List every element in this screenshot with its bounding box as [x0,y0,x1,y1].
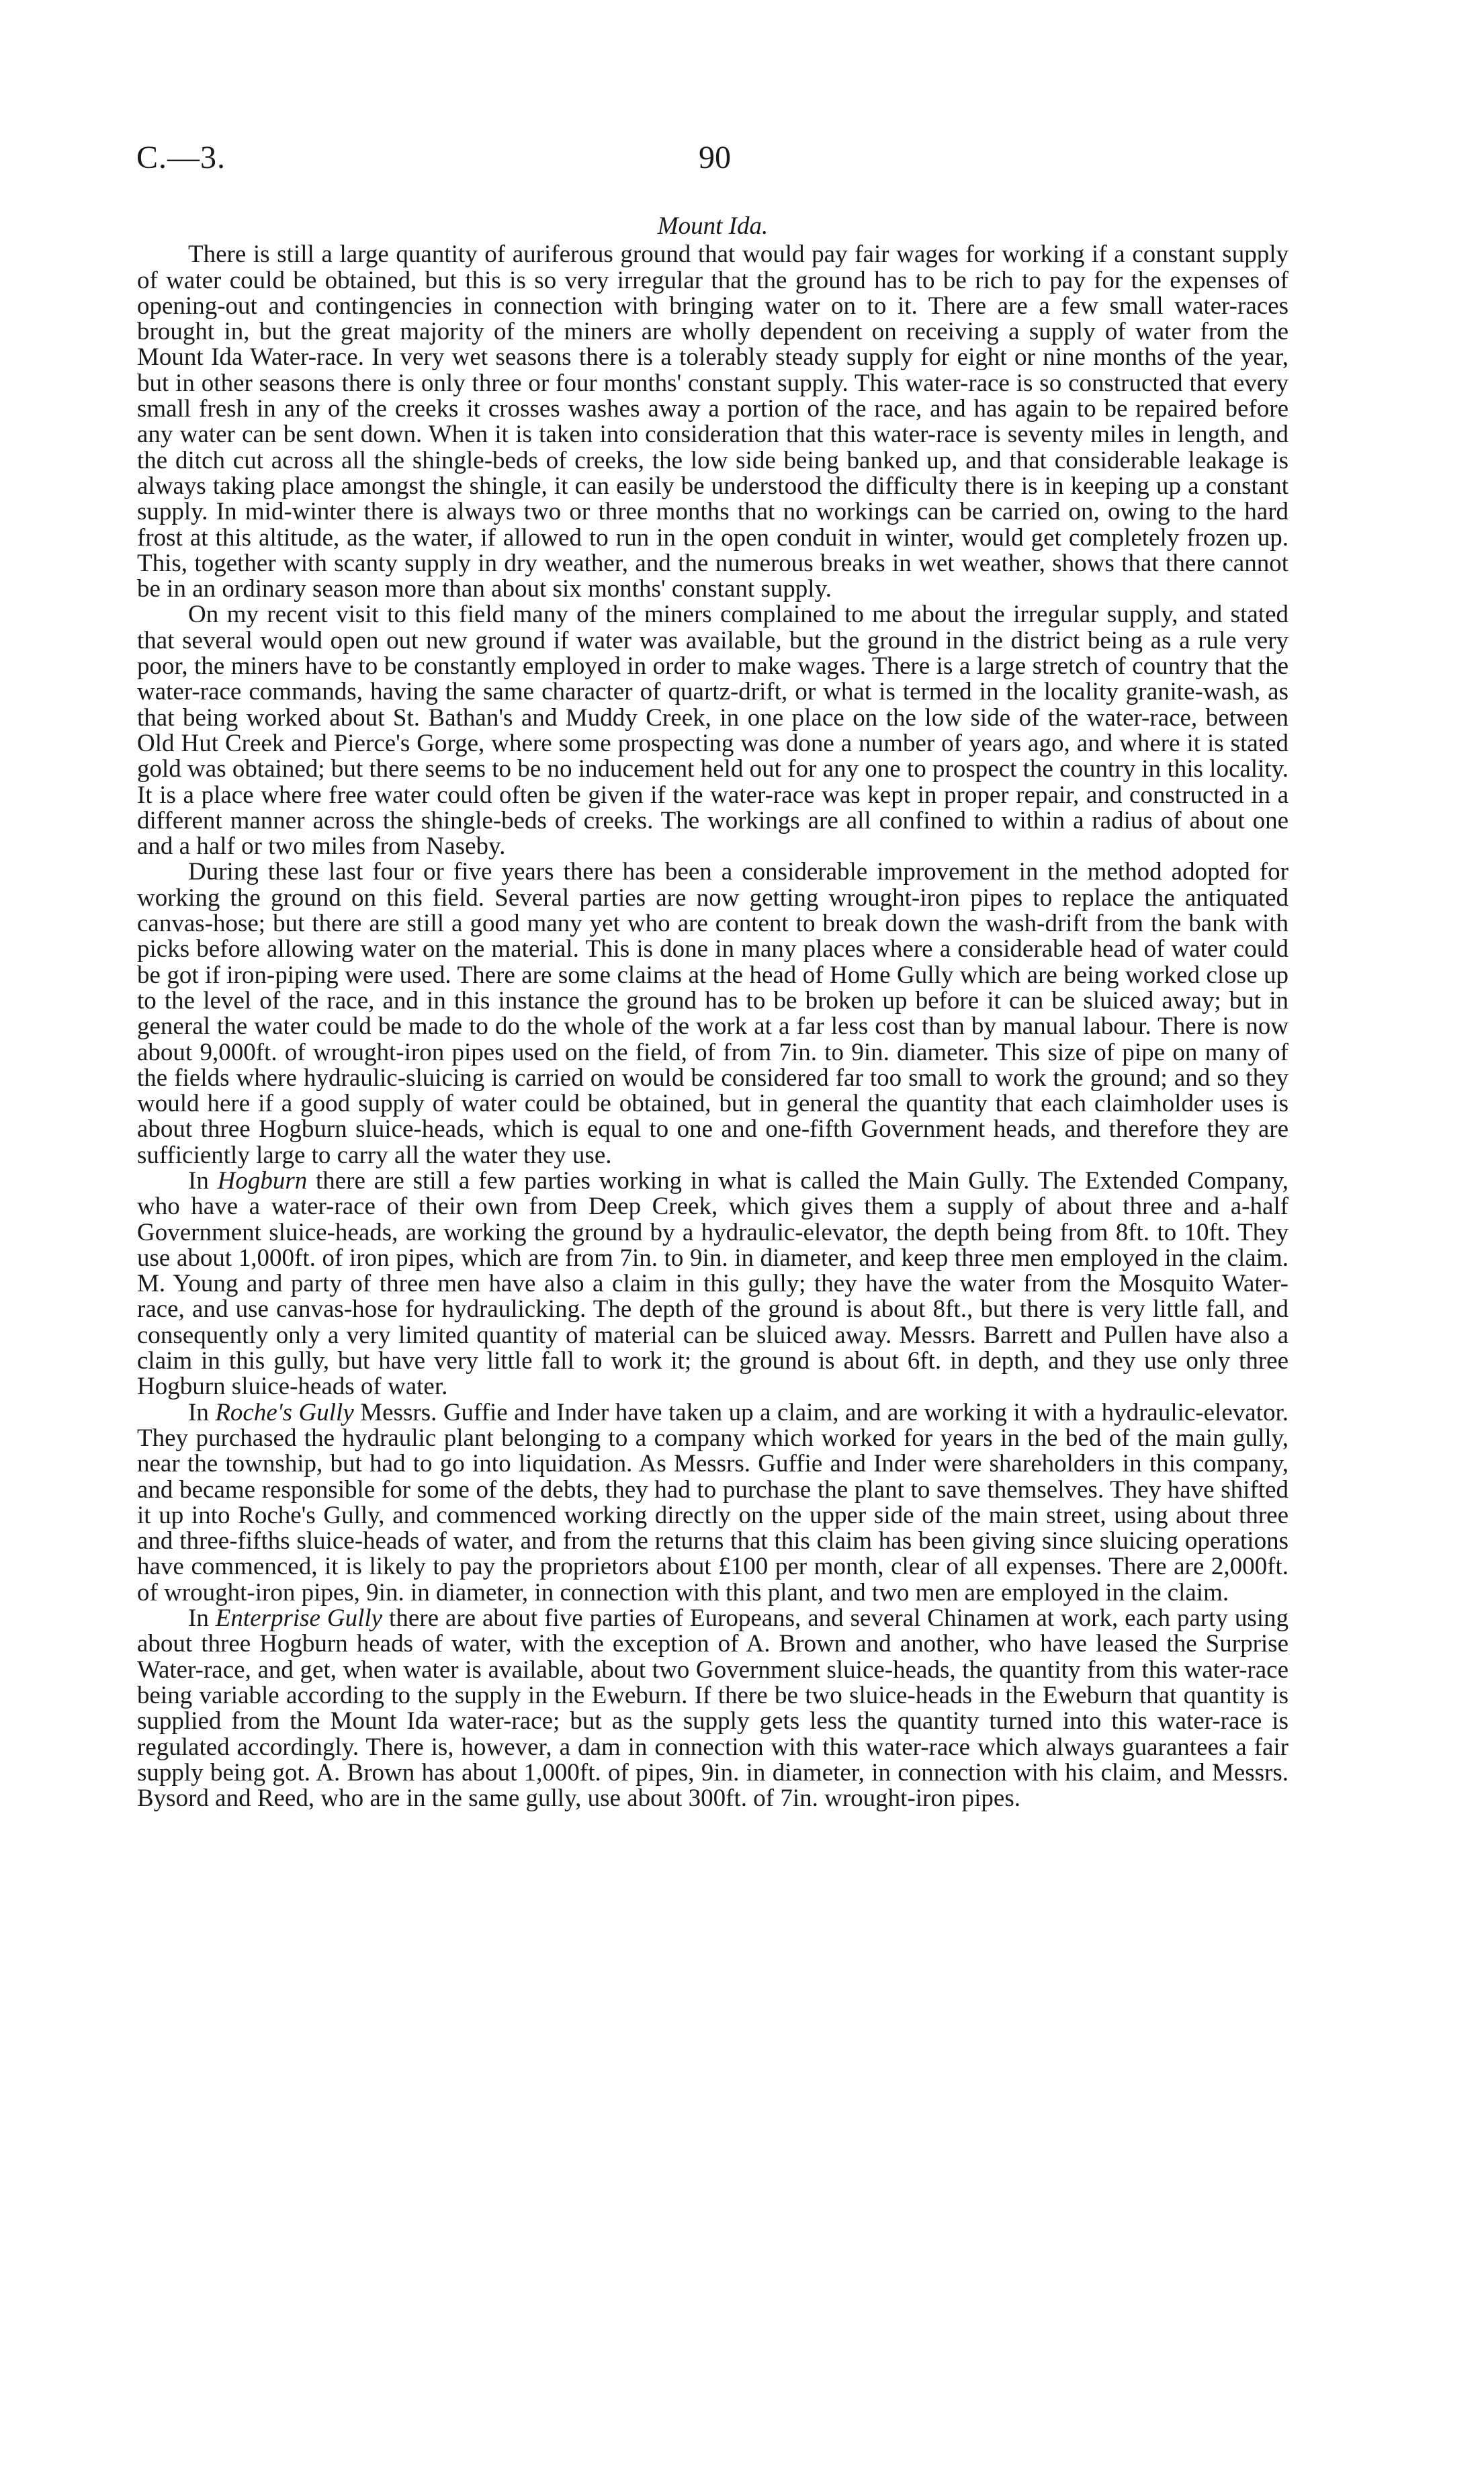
paragraph-text: There is still a large quantity of auriferous ground that would pay fair wages for working if a constant supply of water could be obtained, but this is so very irregular that the ground has to be rich to pay for the expenses of opening-out and contingencies in connection with bringing water on to it. There are a few small water-races brought in, but the great majority of the miners are wholly dependent on receiving a supply of water from the Mount Ida Water-race. In very wet seasons there is a tolerably steady supply for eight or nine months of the year, but in other seasons there is only three or four months' constant supply. This water-race is so constructed that every small fresh in any of the creeks it crosses washes away a portion of the race, and has again to be repaired before any water can be sent down. When it is taken into consideration that this water-race is seventy miles in length, and the ditch cut across all the shingle-beds of creeks, the low side being banked up, and that considerable leakage is always taking place amongst the shingle, it can easily be understood the difficulty there is in keeping up a constant supply. In mid-winter there is always two or three months that no workings can be carried on, owing to the hard frost at this altitude, as the water, if allowed to run in the open conduit in winter, would get completely frozen up. This, together with scanty supply in dry weather, and the numerous breaks in wet weather, shows that there cannot be in an ordinary season more than about six months' constant supply. [137,241,1289,603]
page-header [0,139,1484,179]
paragraph-text: On my recent visit to this field many of the miners complained to me about the irregular supply, and stated that several would open out new ground if water was available, but the ground in the district being as a rule very poor, the miners have to be constantly employed in order to make wages. There is a large stretch of country that the water-race commands, having the same character of quartz-drift, or what is termed in the locality granite-wash, as that being worked about St. Bathan's and Muddy Creek, in one place on the low side of the water-race, between Old Hut Creek and Pierce's Gorge, where some prospecting was done a number of years ago, and where it is stated gold was obtained; but there seems to be no inducement held out for any one to prospect the country in this locality. It is a place where free water could often be given if the water-race was kept in proper repair, and constructed in a different manner across the shingle-beds of creeks. The workings are all confined to within a radius of about one and a half or two miles from Naseby. [137,601,1289,861]
paragraph-text: there are still a few parties working in what is called the Main Gully. The Extended Company, who have a water-race of their own from Deep Creek, which gives them a supply of about three and a-half Government sluice-heads, are working the ground by a hydraulic-elevator, the depth being from 8ft. to 10ft. They use about 1,000ft. of iron pipes, which are from 7in. to 9in. in diameter, and keep three men employed in the claim. M. Young and party of three men have also a claim in this gully; they have the water from the Mosquito Water-race, and use canvas-hose for hydraulicking. The depth of the ground is about 8ft., but there is very little fall, and consequently only a very limited quantity of material can be sluiced away. Messrs. Barrett and Pullen have also a claim in this gully, but have very little fall to work it; the ground is about 6ft. in depth, and they use only three Hogburn sluice-heads of water. [137,1166,1289,1401]
document-code: C.—3. [136,140,226,175]
paragraph [137,859,1289,1168]
paragraph-prefix: In [188,1166,218,1195]
paragraph [137,1400,1289,1606]
paragraph [137,602,1289,859]
page-number: 90 [699,140,731,175]
paragraph-prefix: In [188,1398,216,1426]
paragraph [137,242,1289,602]
paragraph-text: Messrs. Guffie and Inder have taken up a claim, and are working it with a hydraulic-elevator. They purchased the hydraulic plant belonging to a company which worked for years in the bed of the main gully, near the township, but had to go into liquidation. As Messrs. Guffie and Inder were shareholders in this company, and became responsible for some of the debts, they had to purchase the plant to save themselves. They have shifted it up into Roche's Gully, and commenced working directly on the upper side of the main street, using about three and three-fifths sluice-heads of water, and from the returns that this claim has been giving since sluicing operations have commenced, it is likely to pay the proprietors about £100 per month, clear of all expenses. There are 2,000ft. of wrought-iron pipes, 9in. in diameter, in connection with this plant, and two men are employed in the claim. [137,1398,1289,1606]
paragraph-prefix: In [188,1604,216,1633]
section-title: Mount Ida. [657,212,769,240]
paragraph [137,1168,1289,1400]
locality-name: Hogburn [217,1166,308,1195]
paragraph-text: During these last four or five years there has been a considerable improvement in the method adopted for working the ground on this field. Several parties are now getting wrought-iron pipes to replace the antiquated canvas-hose; but there are still a good many yet who are content to break down the wash-drift from the bank with picks before allowing water on the material. This is done in many places where a considerable head of water could be got if iron-piping were used. There are some claims at the head of Home Gully which are being worked close up to the level of the race, and in this instance the ground has to be broken up before it can be sluiced away; but in general the water could be made to do the whole of the work at a far less cost than by manual labour. There is now about 9,000ft. of wrought-iron pipes used on the field, of from 7in. to 9in. diameter. This size of pipe on many of the fields where hydraulic-sluicing is carried on would be considered far too small to work the ground; and so they would here if a good supply of water could be obtained, but in general the quantity that each claimholder uses is about three Hogburn sluice-heads, which is equal to one and one-fifth Government heads, and therefore they are sufficiently large to carry all the water they use. [137,858,1289,1169]
body-text [137,214,1289,1811]
locality-name: Enterprise Gully [215,1604,383,1633]
paragraph [137,1606,1289,1811]
locality-name: Roche's Gully [215,1398,354,1426]
paragraph-text: there are about five parties of Europeans, and several Chinamen at work, each party using about three Hogburn heads of water, with the exception of A. Brown and another, who have leased the Surprise Water-race, and get, when water is available, about two Government sluice-heads, the quantity from this water-race being variable according to the supply in the Eweburn. If there be two sluice-heads in the Eweburn that quantity is supplied from the Mount Ida water-race; but as the supply gets less the quantity turned into this water-race is regulated accordingly. There is, however, a dam in connection with this water-race which always guarantees a fair supply being got. A. Brown has about 1,000ft. of pipes, 9in. in diameter, in connection with his claim, and Messrs. Bysord and Reed, who are in the same gully, use about 300ft. of 7in. wrought-iron pipes. [137,1604,1289,1813]
